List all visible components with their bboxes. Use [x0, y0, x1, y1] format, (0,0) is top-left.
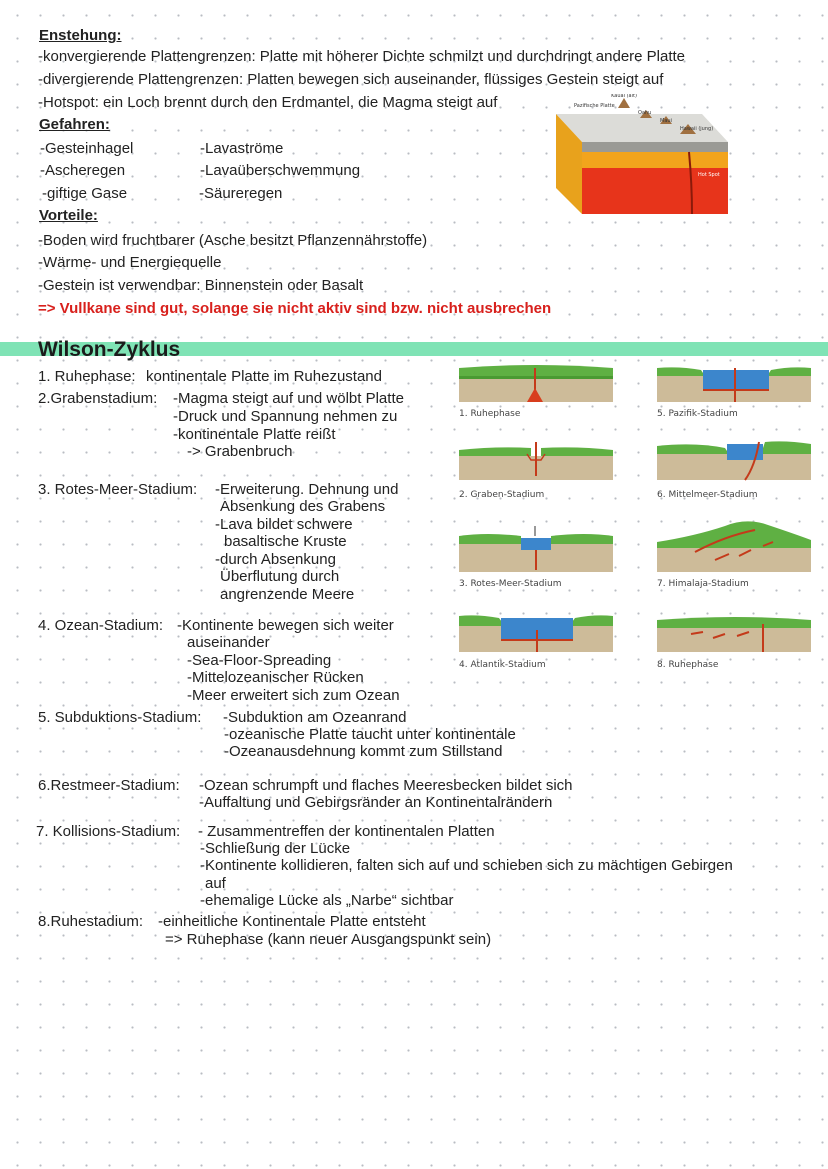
stage-line: -kontinentale Platte reißt	[173, 426, 336, 443]
gefahren-item: -Lavaströme	[200, 140, 284, 157]
stage-line: -Sea-Floor-Spreading	[187, 652, 332, 669]
stage-line: -Auffaltung und Gebirgsränder an Kontinentalrändern	[199, 794, 553, 811]
gefahren-item: -Gesteinhagel	[40, 140, 134, 157]
vorteile-conclusion: => Vullkane sind gut, solange sie nicht aktiv sind bzw. nicht ausbrechen	[38, 300, 552, 317]
label-kauai: Kauai (alt)	[611, 94, 637, 99]
label-hawaii: Hawaii (jung)	[680, 126, 714, 132]
stage-line: -durch Absenkung	[215, 551, 336, 568]
stage-line: -Meer erweitert sich zum Ozean	[187, 687, 400, 704]
stage-line: basaltische Kruste	[224, 533, 347, 550]
vorteile-item: -Gestein ist verwendbar: Binnenstein oder Basalt	[38, 277, 364, 294]
stage-title: 1. Ruhephase:	[38, 368, 136, 385]
diagram-graben-stadium	[457, 440, 617, 484]
heading-entstehung: Enstehung:	[39, 27, 122, 44]
entstehung-item: -konvergierende Plattengrenzen: Platte mit höherer Dichte schmilzt und durchdringt andere Platte	[38, 48, 686, 65]
crust-layer	[582, 142, 728, 152]
diagram-caption: 4. Atlantik-Stadium	[459, 660, 546, 670]
stage-line: -Ozean schrumpft und flaches Meeresbecken bildet sich	[199, 777, 573, 794]
stage-line: -Kontinente bewegen sich weiter	[177, 617, 394, 634]
stage-line: -ozeanische Platte taucht unter kontinentale	[224, 726, 516, 743]
diagram-rotes-meer-stadium	[457, 524, 617, 576]
label-pazifische-platte: Pazifische Platte	[574, 103, 615, 109]
gefahren-item: -Säureregen	[199, 185, 283, 202]
diagram-caption: 7. Himalaja-Stadium	[657, 579, 749, 589]
vorteile-item: -Boden wird fruchtbarer (Asche besitzt Pflanzennährstoffe)	[38, 232, 428, 249]
gefahren-item: -giftige Gase	[42, 185, 128, 202]
stage-line: Absenkung des Grabens	[220, 498, 386, 515]
stage-title: 6.Restmeer-Stadium:	[38, 777, 180, 794]
stage-line: -Mittelozeanischer Rücken	[187, 669, 364, 686]
label-hot-spot: Hot Spot	[698, 172, 720, 178]
diagram-ruhephase-1	[457, 362, 617, 406]
hotspot-diagram	[552, 94, 730, 218]
stage-line: -Druck und Spannung nehmen zu	[173, 408, 398, 425]
gefahren-item: -Lavaüberschwemmung	[200, 162, 361, 179]
diagram-caption: 8. Ruhephase	[657, 660, 719, 670]
stage-line: angrenzende Meere	[220, 586, 355, 603]
diagram-pazifik-stadium	[655, 362, 815, 406]
label-maui: Maui	[660, 118, 672, 124]
diagram-caption: 2. Graben-Stadium	[459, 490, 545, 500]
stage-line: -Erweiterung. Dehnung und	[215, 481, 399, 498]
gefahren-item: -Ascheregen	[40, 162, 126, 179]
diagram-caption: 1. Ruhephase	[459, 409, 521, 419]
stage-line: - Zusammentreffen der kontinentalen Platten	[198, 823, 495, 840]
stage-title: 4. Ozean-Stadium:	[38, 617, 164, 634]
diagram-caption: 3. Rotes-Meer-Stadium	[459, 579, 562, 589]
stage-line: -Magma steigt auf und wölbt Platte	[173, 390, 404, 407]
entstehung-item: -Hotspot: ein Loch brennt durch den Erdmantel, die Magma steigt auf	[38, 94, 498, 111]
stage-line: auseinander	[187, 634, 270, 651]
stage-line: -ehemalige Lücke als „Narbe“ sichtbar	[200, 892, 454, 909]
stage-line: auf	[205, 875, 226, 892]
stage-title: 3. Rotes-Meer-Stadium:	[38, 481, 198, 498]
stage-line: Überflutung durch	[220, 568, 340, 585]
section-title-wilson: Wilson-Zyklus	[38, 338, 181, 361]
entstehung-item: -divergierende Plattengrenzen: Platten bewegen sich auseinander, flüssiges Gestein steigt auf	[38, 71, 664, 88]
stage-line: -> Grabenbruch	[187, 443, 293, 460]
stage-line: -Ozeanausdehnung kommt zum Stillstand	[224, 743, 503, 760]
diagram-mittelmeer-stadium	[655, 436, 815, 484]
stage-line: -Subduktion am Ozeanrand	[223, 709, 407, 726]
stage-line: -Lava bildet schwere	[215, 516, 353, 533]
diagram-ruhephase-8	[655, 610, 815, 656]
stage-line: => Ruhephase (kann neuer Ausgangspunkt sein)	[165, 931, 492, 948]
diagram-himalaja-stadium	[655, 516, 815, 576]
stage-title: 8.Ruhestadium:	[38, 913, 144, 930]
heading-gefahren: Gefahren:	[39, 116, 110, 133]
mantle-layer	[582, 152, 728, 168]
label-oahu: Oahu	[638, 110, 652, 116]
stage-title: 7. Kollisions-Stadium:	[36, 823, 181, 840]
stage-line: -Schließung der Lücke	[200, 840, 351, 857]
stage-line: -Kontinente kollidieren, falten sich auf und schieben sich zu mächtigen Gebirgen	[200, 857, 733, 874]
stage-line: kontinentale Platte im Ruhezustand	[146, 368, 382, 385]
heading-vorteile: Vorteile:	[39, 207, 98, 224]
stage-title: 2.Grabenstadium:	[38, 390, 158, 407]
stage-title: 5. Subduktions-Stadium:	[38, 709, 202, 726]
diagram-atlantik-stadium	[457, 608, 617, 656]
diagram-caption: 6. Mittelmeer-Stadium	[657, 490, 758, 500]
diagram-caption: 5. Pazifik-Stadium	[657, 409, 738, 419]
stage-line: -einheitliche Kontinentale Platte entsteht	[158, 913, 426, 930]
volcano-kauai	[618, 98, 630, 108]
vorteile-item: -Wärme- und Energiequelle	[38, 254, 222, 271]
